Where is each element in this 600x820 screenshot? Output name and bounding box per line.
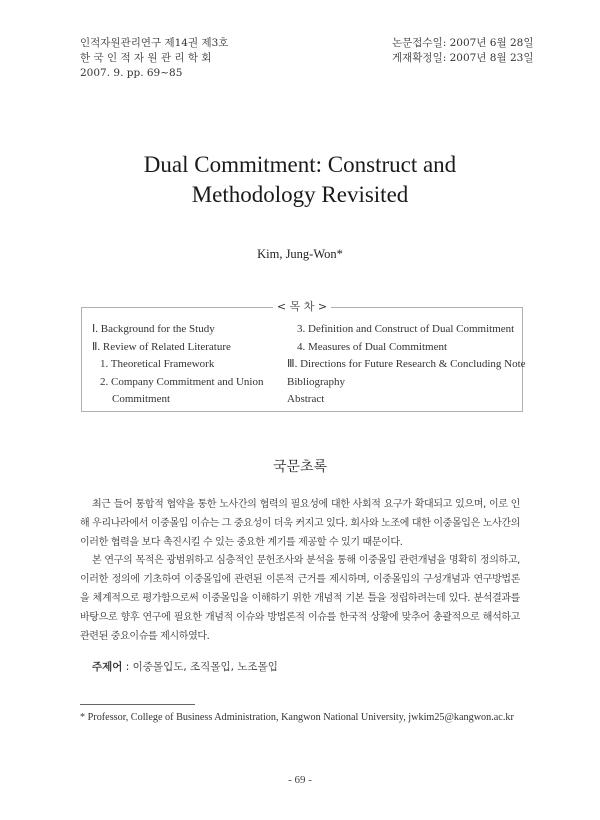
toc-item: Ⅰ. Background for the Study bbox=[92, 323, 215, 335]
toc-item: 1. Theoretical Framework bbox=[100, 358, 215, 370]
toc-item: 4. Measures of Dual Commitment bbox=[297, 340, 448, 353]
author-footnote: * Professor, College of Business Administration, Kangwon National University, jwkim25@kangwon.ac.kr bbox=[80, 712, 514, 723]
toc-item: Commitment bbox=[112, 393, 171, 405]
journal-name: 인적자원관리연구 제14권 제3호 bbox=[80, 37, 229, 49]
keywords bbox=[92, 659, 278, 674]
abstract-heading: 국문초록 bbox=[272, 459, 328, 475]
paper-title bbox=[0, 150, 600, 210]
toc-right-column bbox=[287, 321, 526, 409]
author: Kim, Jung-Won* bbox=[257, 247, 343, 261]
table-of-contents bbox=[81, 300, 526, 412]
toc-item: Bibliography bbox=[287, 375, 346, 388]
footnote-divider bbox=[80, 704, 195, 705]
society-name: 한 국 인 적 자 원 관 리 학 회 bbox=[80, 52, 212, 64]
keywords-label: 주제어 bbox=[92, 661, 123, 673]
abstract-paragraph: 최근 들어 통합적 협약을 통한 노사간의 협력의 필요성에 대한 사회적 요구가 확대되고 있으며, 이로 인해 우리나라에서 이중몰입 이슈는 그 중요성이 더욱 커지고 있다. 회사와 노조에 대한 이중몰입은 노사간의 이러한 협력을 보다 촉진시킬 수 있는 중요한 계기를 제공할 수 있기 때문이다. bbox=[80, 499, 520, 548]
toc-item: Ⅲ. Directions for Future Research & Concluding Note bbox=[287, 358, 526, 370]
page-number: - 69 - bbox=[288, 774, 312, 786]
keywords-text: : 이중몰입도, 조직몰입, 노조몰입 bbox=[122, 661, 278, 673]
toc-item: Ⅱ. Review of Related Literature bbox=[92, 340, 231, 353]
abstract-paragraph: 본 연구의 목적은 광범위하고 심층적인 문헌조사와 분석을 통해 이중몰입 관련개념을 명확히 정의하고, 이러한 정의에 기초하여 이중몰입에 관련된 이론적 근거를 제시하며, 이중몰입의 구성개념과 연구방법론을 체계적으로 평가함으로써 이중몰입을 이해하기 위한 개념적 기본 틀을 정립하려는데 있다. 분석결과를 바탕으로 향후 연구에 필요한 개념적 이슈와 방법론적 이슈를 한국적 상황에 맞추어 총괄적으로 해석하고 관련된 중요이슈를 제시하였다. bbox=[80, 555, 520, 642]
toc-heading: < 목 차 > bbox=[273, 300, 331, 313]
journal-info bbox=[80, 36, 228, 81]
issue-pages: 2007. 9. pp. 69~85 bbox=[80, 67, 183, 79]
toc-left-column bbox=[92, 321, 282, 409]
toc-item: 3. Definition and Construct of Dual Commitment bbox=[297, 323, 515, 335]
toc-item: Abstract bbox=[287, 393, 325, 405]
toc-item: 2. Company Commitment and Union bbox=[100, 375, 264, 388]
title-line-1: Dual Commitment: Construct and bbox=[143, 152, 457, 177]
abstract-body bbox=[80, 496, 520, 646]
received-date: 논문접수일: 2007년 6월 28일 bbox=[392, 37, 534, 49]
accepted-date: 게재확정일: 2007년 8월 23일 bbox=[392, 52, 534, 64]
title-line-2: Methodology Revisited bbox=[191, 182, 409, 207]
submission-dates bbox=[392, 36, 533, 66]
